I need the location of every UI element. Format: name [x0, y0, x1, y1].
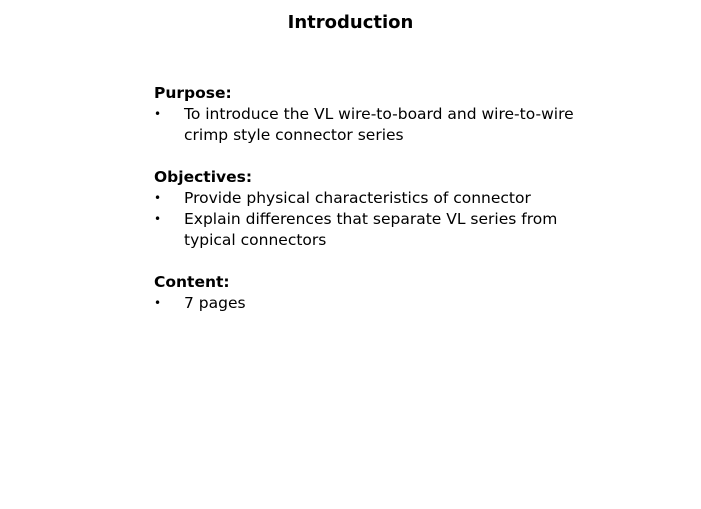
bullet-icon: •: [154, 212, 162, 226]
section-heading: Purpose:: [154, 84, 232, 102]
bullet-text: Provide physical characteristics of connector: [184, 189, 531, 207]
bullet-text: 7 pages: [184, 294, 246, 312]
objectives-section: [154, 167, 574, 251]
bullet-item: [154, 188, 574, 209]
bullet-list: [154, 104, 574, 146]
bullet-item: [154, 293, 574, 314]
bullet-text: Explain differences that separate VL series from typical connectors: [184, 210, 558, 249]
content-section: [154, 272, 574, 314]
bullet-list: [154, 293, 574, 314]
bullet-icon: •: [154, 296, 162, 310]
bullet-icon: •: [154, 191, 162, 205]
bullet-item: [154, 209, 574, 251]
purpose-section: [154, 83, 574, 146]
slide-content: [154, 83, 574, 335]
bullet-text: To introduce the VL wire-to-board and wire-to-wire crimp style connector series: [184, 105, 574, 144]
bullet-item: [154, 104, 574, 146]
section-heading: Content:: [154, 273, 230, 291]
section-heading: Objectives:: [154, 168, 253, 186]
slide-title: Introduction: [287, 12, 414, 33]
bullet-list: [154, 188, 574, 251]
bullet-icon: •: [154, 107, 162, 121]
